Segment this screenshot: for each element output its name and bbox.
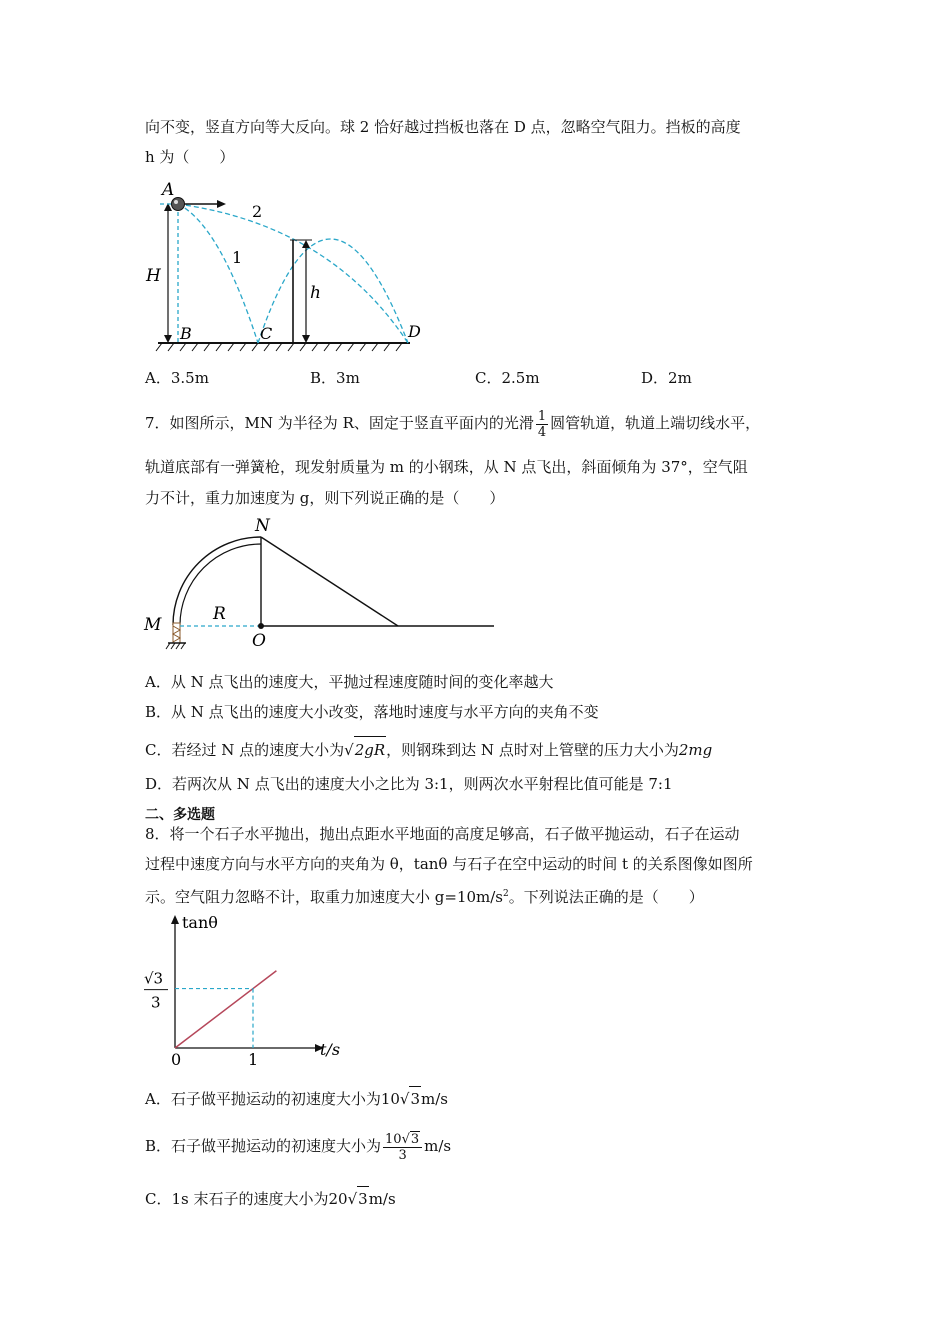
q8-option-c[interactable]: [145, 1186, 396, 1211]
point-O: [258, 623, 264, 629]
fraction-denominator: 4: [537, 424, 547, 440]
q7-figure: [140, 515, 500, 660]
ground-hatch: [156, 343, 402, 351]
q6-option-a[interactable]: [145, 367, 209, 388]
sqrt-content: 3: [410, 1132, 420, 1147]
q6-option-c[interactable]: [475, 367, 540, 388]
H-arrow-head-bottom: [164, 335, 172, 343]
option-key: C．: [475, 369, 502, 387]
q8-text-line3: [145, 883, 704, 908]
q6-option-d[interactable]: [641, 367, 692, 388]
label-M: M: [144, 615, 162, 635]
option-key: A．: [145, 369, 171, 387]
option-b-part-a: B．石子做平抛运动的初速度大小为: [145, 1137, 382, 1155]
q8-text-line2: 过程中速度方向与水平方向的夹角为 θ，tanθ 与石子在空中运动的时间 t 的关系图像如图所: [145, 855, 753, 873]
q7-option-d[interactable]: D．若两次从 N 点飞出的速度大小之比为 3:1，则两次水平射程比值可能是 7:1: [145, 775, 673, 793]
label-N: N: [255, 516, 270, 536]
q7-text-line2: 轨道底部有一弹簧枪，现发射质量为 m 的小钢珠，从 N 点飞出，斜面倾角为 37°，空气阻: [145, 458, 748, 476]
y-tick-numerator: √3: [144, 969, 164, 988]
x-tick-1: 1: [248, 1050, 259, 1069]
y-tick-denominator: 3: [151, 993, 161, 1012]
q7-option-c[interactable]: [145, 736, 712, 763]
option-b-fraction: [383, 1131, 422, 1163]
q6-options: [145, 367, 845, 389]
q8-line3-part-b: 。下列说法正确的是（ ）: [508, 888, 704, 906]
q8-option-b[interactable]: [145, 1124, 451, 1168]
label-B: B: [180, 324, 192, 343]
q8-text-line1: 8．将一个石子水平抛出，抛出点距水平地面的高度足够高，石子做平抛运动，石子在运动: [145, 825, 740, 843]
sqrt-content: 3: [357, 1186, 369, 1211]
option-c-part-b: ，则钢珠到达 N 点时对上管壁的压力大小为: [386, 741, 679, 759]
option-a-part-a: A．石子做平抛运动的初速度大小为10: [145, 1090, 400, 1108]
fraction-denominator: 3: [398, 1148, 407, 1163]
q6-text-line2: h 为（ ）: [145, 148, 235, 166]
sqrt-sign: √: [399, 1090, 410, 1108]
label-D: D: [408, 322, 421, 341]
option-c-part-a: C．1s 末石子的速度大小为20: [145, 1190, 348, 1208]
y-axis-arrow: [171, 915, 179, 924]
option-text: 2.5m: [501, 369, 540, 387]
section-title: 二、多选题: [145, 807, 215, 823]
sqrt-content: 2gR: [354, 736, 386, 763]
q8-chart: [140, 910, 360, 1070]
base-hatch: [166, 643, 185, 649]
option-c-part-b: m/s: [368, 1190, 396, 1208]
option-text: 3.5m: [170, 369, 209, 387]
q6-figure: [140, 175, 440, 355]
option-key: B．: [310, 369, 337, 387]
x-tick-0: 0: [171, 1050, 182, 1069]
label-C: C: [260, 324, 273, 343]
sqrt-content: 3: [409, 1086, 421, 1111]
option-c-part-c: 2mg: [678, 741, 713, 759]
option-b-part-b: m/s: [424, 1137, 452, 1155]
q6-option-b[interactable]: [310, 367, 360, 388]
trajectory-1: [178, 204, 258, 343]
option-key: D．: [641, 369, 669, 387]
label-R: R: [213, 604, 226, 624]
sqrt-sign: √: [347, 1190, 358, 1208]
trajectory-1-bounce: [258, 239, 408, 343]
q8-line3-part-a: 示。空气阻力忽略不计，取重力加速度大小 g=10m/s: [145, 888, 504, 906]
label-A: A: [162, 180, 175, 200]
q7-line1-part-b: 圆管轨道，轨道上端切线水平，: [550, 414, 761, 432]
superscript: 2: [503, 889, 509, 899]
q7-text-line1: [145, 408, 760, 440]
q6-text-line1: 向不变，竖直方向等大反向。球 2 恰好越过挡板也落在 D 点，忽略空气阻力。挡板的高度: [145, 118, 741, 136]
x-axis-label: t/s: [320, 1040, 341, 1059]
ball-highlight: [174, 200, 178, 204]
y-axis-label: tanθ: [182, 913, 218, 932]
fraction-numerator: 1: [537, 408, 547, 424]
velocity-arrow-head: [217, 200, 226, 208]
data-line: [175, 971, 276, 1048]
numerator-number: 10: [385, 1132, 402, 1147]
option-c-part-a: C．若经过 N 点的速度大小为: [145, 741, 345, 759]
label-O: O: [252, 631, 266, 651]
sqrt-sign: √: [401, 1132, 410, 1147]
label-H: H: [146, 266, 161, 286]
q7-option-b[interactable]: B．从 N 点飞出的速度大小改变，落地时速度与水平方向的夹角不变: [145, 703, 599, 721]
q7-line1-part-a: 7．如图所示，MN 为半径为 R、固定于竖直平面内的光滑: [145, 414, 534, 432]
h-arrow-head-bottom: [302, 335, 310, 343]
option-a-part-b: m/s: [421, 1090, 449, 1108]
q7-fraction: [536, 409, 548, 440]
q8-option-a[interactable]: [145, 1086, 448, 1111]
label-2: 2: [252, 202, 263, 221]
q7-option-a[interactable]: A．从 N 点飞出的速度大，平抛过程速度随时间的变化率越大: [145, 673, 554, 691]
option-text: 2m: [668, 369, 692, 387]
label-h: h: [310, 283, 321, 303]
sqrt-sign: √: [344, 741, 354, 759]
q7-text-line3: 力不计，重力加速度为 g，则下列说正确的是（ ）: [145, 489, 505, 507]
option-text: 3m: [336, 369, 360, 387]
fraction-numerator: [383, 1131, 422, 1148]
incline: [261, 537, 398, 626]
label-1: 1: [232, 248, 243, 267]
